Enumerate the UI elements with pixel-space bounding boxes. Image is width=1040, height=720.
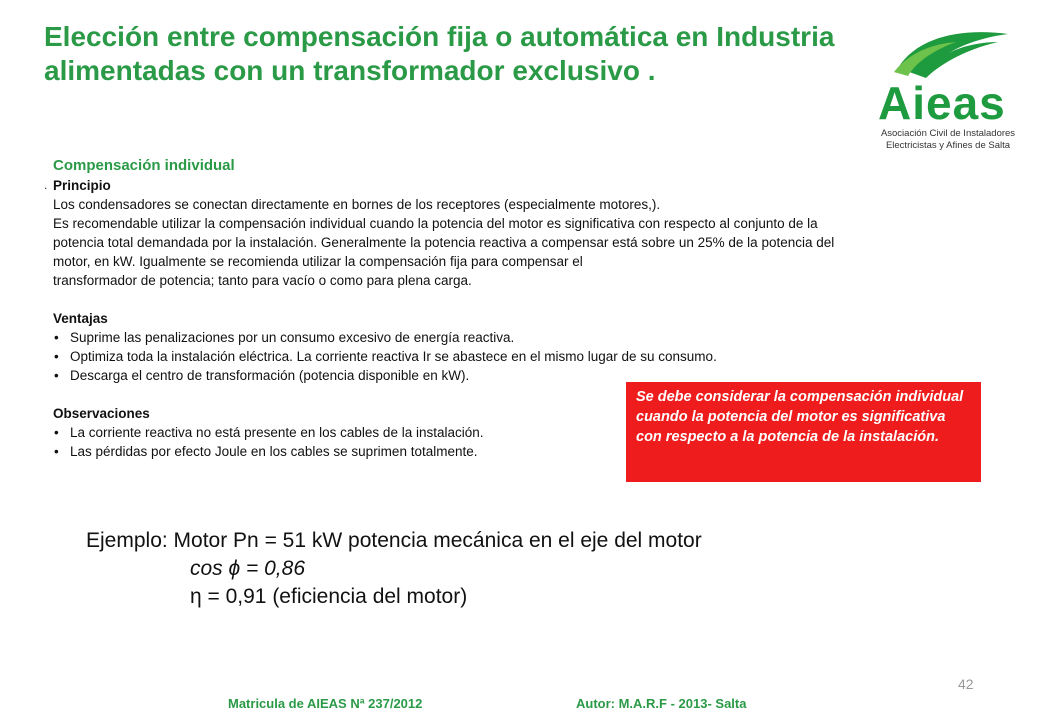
ventajas-heading: Ventajas: [53, 311, 108, 326]
example-block: [86, 527, 702, 611]
list-item: • Suprime las penalizaciones por un consumo excesivo de energía reactiva.: [53, 328, 993, 347]
page-number: 42: [958, 676, 974, 692]
principio-line: transformador de potencia; tanto para vacío o como para plena carga.: [53, 273, 472, 288]
list-item: • La corriente reactiva no está presente en los cables de la instalación.: [53, 423, 993, 442]
logo-wordmark: Aieas: [878, 77, 1006, 129]
example-line: Ejemplo: Motor Pn = 51 kW potencia mecánica en el eje del motor: [86, 529, 702, 552]
aieas-logo: [868, 28, 1028, 158]
ventajas-list: [53, 328, 993, 385]
section-title: Compensación individual: [53, 157, 235, 174]
list-item: • Descarga el centro de transformación (potencia disponible en kW).: [53, 366, 993, 385]
list-item: • Optimiza toda la instalación eléctrica. La corriente reactiva Ir se abastece en el mismo lugar de su consumo.: [53, 347, 993, 366]
logo-subtitle-line: Asociación Civil de Instaladores: [880, 128, 1016, 139]
example-line: cos ϕ = 0,86: [190, 557, 305, 580]
observaciones-heading: Observaciones: [53, 406, 150, 421]
logo-subtitle: [868, 128, 1028, 152]
principio-heading: Principio: [53, 178, 111, 193]
list-item: • Las pérdidas por efecto Joule en los cables se suprimen totalmente.: [53, 442, 993, 461]
principio-line: Es recomendable utilizar la compensación individual cuando la potencia del motor es significativa con respecto al conjunto de la: [53, 216, 818, 231]
bullet-dot: .: [44, 178, 48, 192]
footer-author: Autor: M.A.R.F - 2013- Salta: [576, 696, 747, 711]
principio-line: Los condensadores se conectan directamente en bornes de los receptores (especialmente motores,).: [53, 197, 661, 212]
highlight-note: Se debe considerar la compensación individual cuando la potencia del motor es significativa con respecto a la potencia de la instalación.: [626, 382, 981, 482]
page-title: Elección entre compensación fija o automática en Industria alimentadas con un transformador exclusivo .: [44, 21, 835, 87]
principio-line: motor, en kW. Igualmente se recomienda utilizar la compensación fija para compensar el: [53, 254, 583, 269]
logo-subtitle-line: Electricistas y Afines de Salta: [885, 139, 1011, 151]
example-line: η = 0,91 (eficiencia del motor): [190, 585, 468, 608]
footer-registration: Matricula de AIEAS Nª 237/2012: [228, 696, 423, 711]
principio-line: potencia total demandada por la instalación. Generalmente la potencia reactiva a compensar está sobre un 25% de la potencia del: [53, 235, 835, 250]
